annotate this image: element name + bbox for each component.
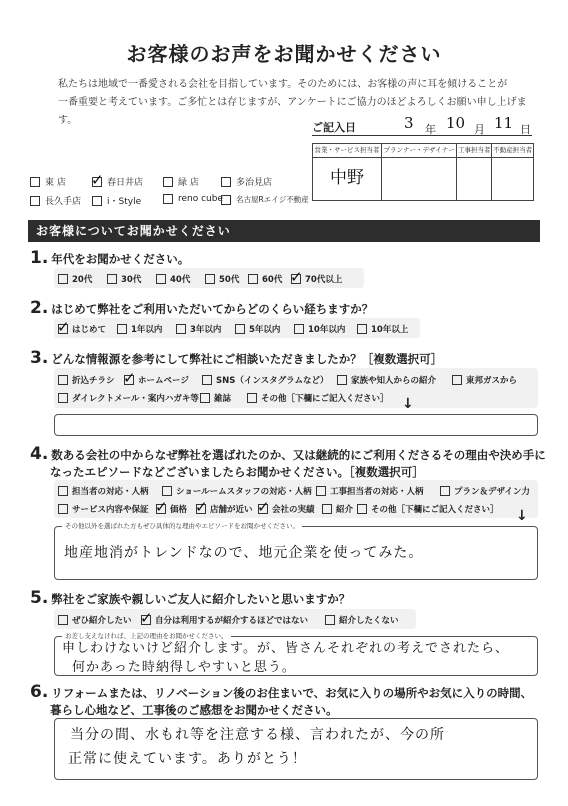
check-mark-icon: ✓ [195, 498, 208, 516]
option-label: その他［下欄にご記入ください］ [261, 394, 389, 404]
checkbox[interactable] [200, 393, 210, 403]
store-option-tajimi[interactable] [221, 175, 272, 188]
check-mark-icon: ✓ [57, 318, 70, 336]
option-label: 家族や知人からの紹介 [351, 376, 437, 386]
entry-date-month-unit: 月 [474, 123, 485, 136]
q3-option-other[interactable] [247, 392, 389, 404]
q4-option-staff[interactable] [58, 485, 149, 497]
q3-option-sns[interactable] [202, 374, 329, 386]
checkbox[interactable] [221, 177, 231, 187]
q4-option-referral[interactable] [322, 503, 353, 515]
option-label: 工事担当者の対応・人柄 [330, 487, 424, 497]
check-mark-icon: ✓ [123, 369, 136, 387]
question-number: 1. [30, 248, 49, 268]
entry-date-year-unit: 年 [425, 123, 436, 136]
checkbox[interactable] [202, 375, 212, 385]
checkbox[interactable] [248, 274, 258, 284]
checkbox[interactable] [257, 498, 270, 516]
question-text: 年代をお聞かせください。 [51, 252, 190, 266]
entry-date-line [312, 135, 532, 136]
option-label: ぜひ紹介したい [72, 616, 132, 626]
q1-option-40s[interactable] [156, 273, 190, 285]
q4-option-track-record[interactable] [257, 498, 315, 516]
q3-option-referral[interactable] [337, 374, 436, 386]
option-label: 雑誌 [214, 394, 232, 404]
option-label: SNS（インスタグラムなど） [216, 376, 329, 386]
store-label: reno cube [178, 194, 224, 204]
checkbox[interactable] [123, 369, 136, 387]
q1-option-70s-plus[interactable] [290, 268, 343, 286]
store-option-kasugai[interactable] [91, 170, 144, 189]
q4-hint: その他以外を選ばれた方もぜひ具体的な理由やエピソードをお聞かせください。 [62, 521, 302, 530]
intro-line-1: 私たちは地域で一番愛される会社を目指しています。そのためには、お客様の声に耳を傾けることが [58, 79, 508, 90]
checkbox[interactable] [58, 393, 68, 403]
staff-value-planner[interactable] [381, 158, 456, 201]
checkbox[interactable] [140, 609, 153, 627]
checkbox[interactable] [163, 194, 173, 204]
entry-date-label: ご記入日 [312, 121, 356, 134]
store-label: i・Style [107, 197, 142, 207]
checkbox[interactable] [30, 196, 40, 206]
option-label: 東邦ガスから [466, 376, 518, 386]
question-text: はじめて弊社をご利用いただいてからどのくらい経ちますか？ [51, 302, 374, 316]
option-label: プラン＆デザイン力 [454, 487, 530, 497]
checkbox[interactable] [325, 615, 335, 625]
q3-option-toho-gas[interactable] [452, 374, 517, 386]
store-option-istyle[interactable] [92, 194, 141, 207]
question-4-line-2: なったエピソードなどございましたらお聞かせください。［複数選択可］ [50, 465, 424, 479]
option-label: 10年以内 [308, 325, 346, 335]
entry-date-month[interactable]: 10 [446, 114, 466, 132]
checkbox[interactable] [440, 486, 450, 496]
option-label: 70代以上 [305, 275, 343, 285]
option-label: 30代 [121, 275, 142, 285]
checkbox[interactable] [294, 324, 304, 334]
q3-option-homepage[interactable] [123, 369, 189, 387]
q5-handwritten-answer-line-2: 何かあった時納得しやすいと思う。 [72, 660, 296, 675]
check-mark-icon: ✓ [140, 609, 153, 627]
checkbox[interactable] [91, 170, 104, 189]
store-label: 緑 店 [178, 178, 199, 188]
option-label: ダイレクトメール・案内ハガキ等 [72, 394, 199, 404]
q4-option-price[interactable] [155, 498, 188, 516]
question-text: 数ある会社の中からなぜ弊社を選ばれたのか、又は継続的にご利用くださるその理由や決め手に [51, 448, 546, 462]
question-4-line-1 [30, 446, 546, 464]
question-number: 4. [30, 444, 49, 464]
question-4 [30, 446, 546, 481]
checkbox[interactable] [316, 486, 326, 496]
staff-header-planner: プランナー・デザイナー [381, 144, 456, 158]
checkbox[interactable] [205, 274, 215, 284]
q6-handwritten-answer-line-1: 当分の間、水もれ等を注意する様、言われたが、今の所 [70, 727, 445, 743]
option-label: 1年以内 [131, 325, 163, 335]
checkbox[interactable] [163, 177, 173, 187]
store-label: 名古屋Rエイジ不動産 [236, 195, 309, 204]
q2-option-1yr[interactable] [117, 323, 162, 335]
down-arrow-icon: ↓ [402, 396, 414, 412]
question-number: 5. [30, 588, 49, 608]
option-label: 店舗が近い [210, 505, 253, 515]
checkbox[interactable] [176, 324, 186, 334]
store-label: 多治見店 [236, 178, 273, 188]
question-1 [30, 250, 189, 268]
q1-option-50s[interactable] [205, 273, 239, 285]
checkbox[interactable] [30, 177, 40, 187]
checkbox[interactable] [337, 375, 347, 385]
store-label: 春日井店 [107, 178, 144, 188]
option-label: 3年以内 [190, 325, 222, 335]
checkbox[interactable] [58, 486, 68, 496]
store-option-midori[interactable] [163, 175, 199, 188]
checkbox[interactable] [58, 274, 68, 284]
question-5 [30, 590, 350, 608]
intro-line-2: 一番重要と考えています。ご多忙とは存じますが、アンケートにご協力のほどよろしくお願い申し上げます。 [58, 97, 527, 126]
check-mark-icon: ✓ [257, 498, 270, 516]
question-number: 3. [30, 348, 49, 368]
staff-table [312, 143, 534, 201]
option-label: 価格 [170, 505, 188, 515]
q5-option-recommend[interactable] [58, 614, 132, 626]
q5-option-use-not-recommend[interactable] [140, 609, 309, 627]
q2-option-first[interactable] [57, 318, 107, 336]
staff-value-sales[interactable]: 中野 [313, 158, 382, 201]
checkbox[interactable] [452, 375, 462, 385]
option-label: その他［下欄にご記入ください］ [371, 505, 499, 515]
check-mark-icon: ✓ [290, 268, 303, 286]
checkbox[interactable] [117, 324, 127, 334]
check-mark-icon: ✓ [155, 498, 168, 516]
question-text: どんな情報源を参考にして弊社にご相談いただきましたか？［複数選択可］ [51, 352, 443, 366]
q4-option-other[interactable] [357, 503, 499, 515]
option-label: 自分は利用するが紹介するほどではない [155, 616, 309, 626]
option-label: 折込チラシ [72, 376, 115, 386]
option-label: 10年以上 [371, 325, 409, 335]
option-label: 紹介したくない [339, 616, 399, 626]
question-text: 弊社をご家族や親しいご友人に紹介したいと思いますか？ [51, 592, 351, 606]
checkbox[interactable] [58, 375, 68, 385]
q3-answer-box[interactable] [54, 414, 538, 436]
checkbox[interactable] [57, 318, 70, 336]
entry-date-year[interactable]: 3 [404, 114, 414, 132]
q5-hint: お差し支えなければ、上記の理由をお聞かせください。 [62, 631, 231, 640]
q4-option-service[interactable] [58, 503, 149, 515]
checkbox[interactable] [290, 268, 303, 286]
option-label: ショールームスタッフの対応・人柄 [176, 487, 312, 497]
checkbox[interactable] [322, 504, 332, 514]
checkbox[interactable] [162, 486, 172, 496]
q2-option-10yr[interactable] [294, 323, 345, 335]
checkbox[interactable] [92, 196, 102, 206]
staff-value-realestate[interactable] [492, 158, 534, 201]
store-label: 東 店 [45, 178, 66, 188]
question-3 [30, 350, 442, 368]
option-label: 40代 [170, 275, 191, 285]
q2-option-10yr-plus[interactable] [357, 323, 408, 335]
option-label: サービス内容や保証 [72, 505, 149, 515]
checkbox[interactable] [58, 504, 68, 514]
checkbox[interactable] [156, 274, 166, 284]
q5-handwritten-answer-line-1: 申しわけないけど紹介します。が、皆さんそれぞれの考えでされたら、 [62, 641, 509, 656]
q2-option-3yr[interactable] [176, 323, 221, 335]
q4-option-design[interactable] [440, 485, 530, 497]
store-option-nagakute[interactable] [30, 194, 81, 207]
option-label: 5年以内 [249, 325, 281, 335]
option-label: ホームページ [138, 376, 189, 386]
checkbox[interactable] [155, 498, 168, 516]
survey-title: お客様のお声をお聞かせください [126, 42, 442, 66]
store-label: 長久手店 [45, 197, 82, 207]
checkbox[interactable] [107, 274, 117, 284]
checkbox[interactable] [247, 393, 257, 403]
section-band: お客様についてお聞かせください [28, 220, 540, 242]
staff-header-realestate: 不動産担当者 [492, 144, 534, 158]
question-6-line-2: 暮らし心地など、工事後のご感想をお聞かせください。 [50, 703, 338, 717]
checkbox[interactable] [357, 324, 367, 334]
option-label: 60代 [262, 275, 283, 285]
q4-option-showroom[interactable] [162, 485, 312, 497]
q2-option-5yr[interactable] [235, 323, 280, 335]
option-label: はじめて [72, 325, 107, 335]
down-arrow-icon: ↓ [516, 508, 528, 524]
option-label: 50代 [219, 275, 240, 285]
question-2 [30, 300, 373, 318]
question-text: リフォームまたは、リノベーション後のお住まいで、お気に入りの場所やお気に入りの時間、 [51, 686, 533, 700]
checkbox[interactable] [357, 504, 367, 514]
q4-option-construction[interactable] [316, 485, 424, 497]
option-label: 担当者の対応・人柄 [72, 487, 149, 497]
q3-option-flyer[interactable] [58, 374, 115, 386]
question-number: 2. [30, 298, 49, 318]
checkbox[interactable] [235, 324, 245, 334]
q1-option-20s[interactable] [58, 273, 92, 285]
q3-option-direct-mail[interactable] [58, 392, 199, 404]
question-6-line-1 [30, 684, 532, 702]
q3-option-magazine[interactable] [200, 392, 231, 404]
staff-header-construction: 工事担当者 [457, 144, 492, 158]
staff-header-sales: 営業・サービス担当者 [313, 144, 382, 158]
check-mark-icon: ✓ [91, 170, 104, 189]
entry-date-day-unit: 日 [520, 123, 531, 136]
entry-date-day[interactable]: 11 [494, 114, 514, 132]
q1-option-30s[interactable] [107, 273, 141, 285]
q5-option-not-recommend[interactable] [325, 614, 399, 626]
checkbox[interactable] [58, 615, 68, 625]
staff-value-construction[interactable] [457, 158, 492, 201]
option-label: 会社の実績 [272, 505, 315, 515]
q4-handwritten-answer: 地産地消がトレンドなので、地元企業を使ってみた。 [64, 545, 424, 561]
option-label: 20代 [72, 275, 93, 285]
option-label: 紹介 [336, 505, 354, 515]
question-number: 6. [30, 682, 49, 702]
store-option-renocube[interactable] [163, 194, 223, 204]
question-6 [30, 684, 532, 719]
store-option-rage[interactable] [221, 194, 309, 205]
checkbox[interactable] [195, 498, 208, 516]
q1-option-60s[interactable] [248, 273, 282, 285]
q4-option-nearby[interactable] [195, 498, 253, 516]
checkbox[interactable] [221, 195, 231, 205]
store-option-higashi[interactable] [30, 175, 66, 188]
q6-handwritten-answer-line-2: 正常に使えています。ありがとう！ [68, 751, 307, 767]
